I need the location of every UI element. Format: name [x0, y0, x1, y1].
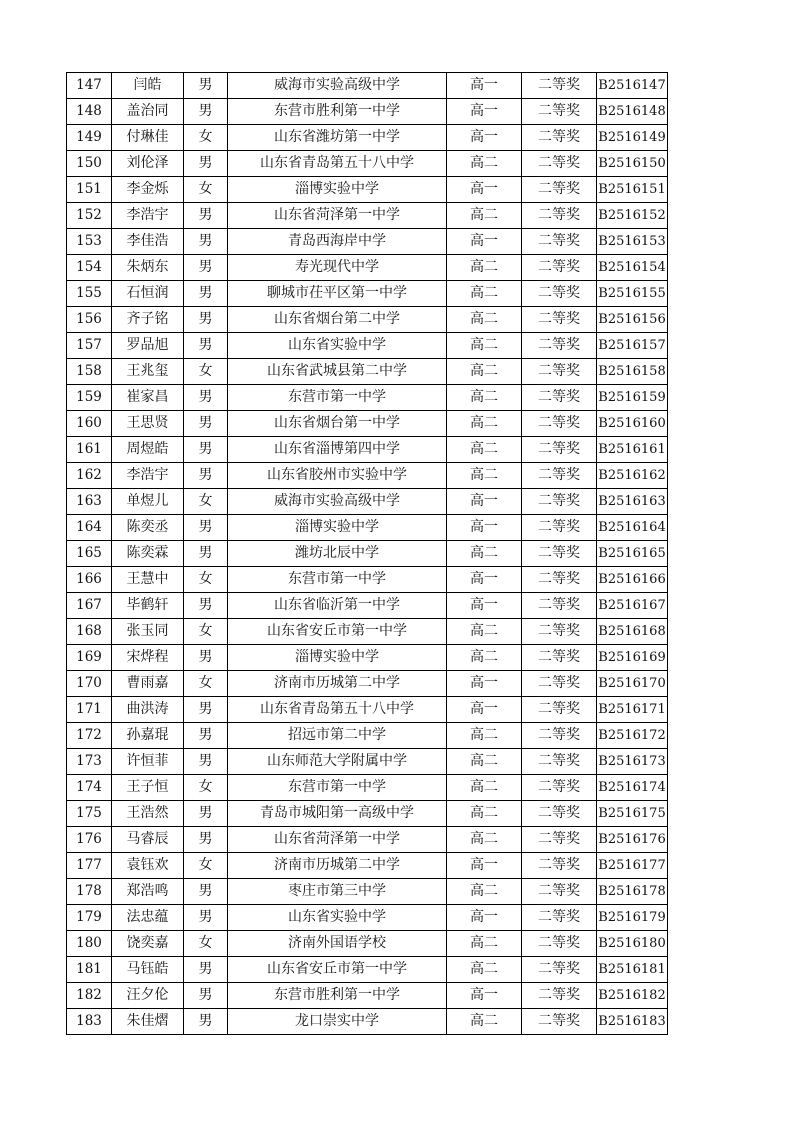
grade-level: 高二 [447, 151, 522, 177]
row-number: 155 [67, 281, 112, 307]
school-name: 淄博实验中学 [228, 515, 447, 541]
school-name: 东营市第一中学 [228, 385, 447, 411]
certificate-code: B2516159 [597, 385, 668, 411]
row-number: 164 [67, 515, 112, 541]
grade-level: 高二 [447, 775, 522, 801]
school-name: 山东省菏泽第一中学 [228, 203, 447, 229]
award-level: 二等奖 [522, 385, 597, 411]
student-name: 王思贤 [112, 411, 184, 437]
award-level: 二等奖 [522, 255, 597, 281]
certificate-code: B2516152 [597, 203, 668, 229]
school-name: 枣庄市第三中学 [228, 879, 447, 905]
row-number: 167 [67, 593, 112, 619]
award-level: 二等奖 [522, 307, 597, 333]
award-level: 二等奖 [522, 749, 597, 775]
table-row [67, 255, 668, 281]
student-gender: 女 [184, 671, 228, 697]
award-level: 二等奖 [522, 541, 597, 567]
certificate-code: B2516160 [597, 411, 668, 437]
grade-level: 高二 [447, 957, 522, 983]
row-number: 168 [67, 619, 112, 645]
certificate-code: B2516179 [597, 905, 668, 931]
student-gender: 男 [184, 801, 228, 827]
school-name: 济南市历城第二中学 [228, 671, 447, 697]
student-gender: 女 [184, 177, 228, 203]
row-number: 166 [67, 567, 112, 593]
award-level: 二等奖 [522, 333, 597, 359]
row-number: 147 [67, 73, 112, 99]
certificate-code: B2516149 [597, 125, 668, 151]
award-level: 二等奖 [522, 99, 597, 125]
certificate-code: B2516168 [597, 619, 668, 645]
student-name: 齐子铭 [112, 307, 184, 333]
award-level: 二等奖 [522, 463, 597, 489]
certificate-code: B2516157 [597, 333, 668, 359]
certificate-code: B2516171 [597, 697, 668, 723]
row-number: 153 [67, 229, 112, 255]
row-number: 162 [67, 463, 112, 489]
student-name: 法忠蕴 [112, 905, 184, 931]
student-gender: 男 [184, 983, 228, 1009]
table-row [67, 723, 668, 749]
row-number: 180 [67, 931, 112, 957]
student-name: 朱佳熠 [112, 1009, 184, 1035]
grade-level: 高一 [447, 905, 522, 931]
table-row [67, 281, 668, 307]
student-gender: 男 [184, 1009, 228, 1035]
student-name: 李金烁 [112, 177, 184, 203]
student-gender: 男 [184, 307, 228, 333]
award-level: 二等奖 [522, 671, 597, 697]
row-number: 177 [67, 853, 112, 879]
certificate-code: B2516161 [597, 437, 668, 463]
student-gender: 男 [184, 463, 228, 489]
school-name: 东营市第一中学 [228, 775, 447, 801]
student-name: 王慧中 [112, 567, 184, 593]
award-level: 二等奖 [522, 723, 597, 749]
school-name: 山东省临沂第一中学 [228, 593, 447, 619]
table-row [67, 151, 668, 177]
grade-level: 高一 [447, 99, 522, 125]
award-level: 二等奖 [522, 931, 597, 957]
row-number: 171 [67, 697, 112, 723]
table-body [67, 73, 668, 1035]
row-number: 179 [67, 905, 112, 931]
certificate-code: B2516166 [597, 567, 668, 593]
student-gender: 男 [184, 385, 228, 411]
award-level: 二等奖 [522, 177, 597, 203]
school-name: 山东省烟台第二中学 [228, 307, 447, 333]
grade-level: 高二 [447, 541, 522, 567]
award-level: 二等奖 [522, 203, 597, 229]
grade-level: 高二 [447, 931, 522, 957]
table-row [67, 541, 668, 567]
school-name: 山东省实验中学 [228, 905, 447, 931]
certificate-code: B2516180 [597, 931, 668, 957]
student-gender: 男 [184, 905, 228, 931]
award-level: 二等奖 [522, 957, 597, 983]
table-row [67, 437, 668, 463]
row-number: 183 [67, 1009, 112, 1035]
school-name: 济南市历城第二中学 [228, 853, 447, 879]
student-name: 付琳佳 [112, 125, 184, 151]
row-number: 169 [67, 645, 112, 671]
table-row [67, 879, 668, 905]
certificate-code: B2516172 [597, 723, 668, 749]
certificate-code: B2516155 [597, 281, 668, 307]
school-name: 淄博实验中学 [228, 645, 447, 671]
award-level: 二等奖 [522, 489, 597, 515]
row-number: 163 [67, 489, 112, 515]
table-row [67, 203, 668, 229]
student-gender: 男 [184, 99, 228, 125]
certificate-code: B2516163 [597, 489, 668, 515]
student-name: 饶奕嘉 [112, 931, 184, 957]
row-number: 151 [67, 177, 112, 203]
award-level: 二等奖 [522, 359, 597, 385]
grade-level: 高一 [447, 177, 522, 203]
student-name: 盖治同 [112, 99, 184, 125]
row-number: 172 [67, 723, 112, 749]
student-gender: 女 [184, 489, 228, 515]
school-name: 山东省青岛第五十八中学 [228, 697, 447, 723]
student-name: 宋烨程 [112, 645, 184, 671]
table-row [67, 177, 668, 203]
student-name: 李佳浩 [112, 229, 184, 255]
certificate-code: B2516156 [597, 307, 668, 333]
student-gender: 男 [184, 645, 228, 671]
student-name: 张玉同 [112, 619, 184, 645]
award-level: 二等奖 [522, 229, 597, 255]
table-row [67, 775, 668, 801]
student-name: 罗品旭 [112, 333, 184, 359]
award-level: 二等奖 [522, 515, 597, 541]
grade-level: 高一 [447, 125, 522, 151]
school-name: 山东省烟台第一中学 [228, 411, 447, 437]
school-name: 山东省安丘市第一中学 [228, 957, 447, 983]
row-number: 178 [67, 879, 112, 905]
award-level: 二等奖 [522, 619, 597, 645]
student-gender: 女 [184, 775, 228, 801]
award-level: 二等奖 [522, 73, 597, 99]
grade-level: 高一 [447, 489, 522, 515]
table-row [67, 333, 668, 359]
school-name: 寿光现代中学 [228, 255, 447, 281]
table-row [67, 905, 668, 931]
certificate-code: B2516169 [597, 645, 668, 671]
student-gender: 女 [184, 619, 228, 645]
student-gender: 男 [184, 437, 228, 463]
school-name: 东营市第一中学 [228, 567, 447, 593]
certificate-code: B2516167 [597, 593, 668, 619]
certificate-code: B2516176 [597, 827, 668, 853]
grade-level: 高一 [447, 983, 522, 1009]
student-name: 王兆玺 [112, 359, 184, 385]
award-level: 二等奖 [522, 645, 597, 671]
table-row [67, 125, 668, 151]
student-gender: 男 [184, 151, 228, 177]
award-level: 二等奖 [522, 593, 597, 619]
table-row [67, 489, 668, 515]
student-name: 汪夕伦 [112, 983, 184, 1009]
certificate-code: B2516165 [597, 541, 668, 567]
certificate-code: B2516154 [597, 255, 668, 281]
row-number: 170 [67, 671, 112, 697]
student-name: 孙嘉琨 [112, 723, 184, 749]
grade-level: 高一 [447, 853, 522, 879]
student-name: 李浩宇 [112, 463, 184, 489]
student-gender: 男 [184, 229, 228, 255]
grade-level: 高二 [447, 333, 522, 359]
award-table [66, 72, 668, 1035]
award-level: 二等奖 [522, 411, 597, 437]
school-name: 聊城市茌平区第一中学 [228, 281, 447, 307]
school-name: 青岛市城阳第一高级中学 [228, 801, 447, 827]
grade-level: 高二 [447, 1009, 522, 1035]
grade-level: 高一 [447, 73, 522, 99]
row-number: 152 [67, 203, 112, 229]
row-number: 158 [67, 359, 112, 385]
grade-level: 高一 [447, 515, 522, 541]
student-name: 马睿辰 [112, 827, 184, 853]
award-level: 二等奖 [522, 905, 597, 931]
grade-level: 高二 [447, 645, 522, 671]
student-gender: 男 [184, 541, 228, 567]
award-level: 二等奖 [522, 801, 597, 827]
school-name: 东营市胜利第一中学 [228, 983, 447, 1009]
student-gender: 男 [184, 281, 228, 307]
student-gender: 女 [184, 359, 228, 385]
table-row [67, 827, 668, 853]
table-row [67, 853, 668, 879]
student-gender: 男 [184, 697, 228, 723]
grade-level: 高二 [447, 437, 522, 463]
school-name: 招远市第二中学 [228, 723, 447, 749]
award-level: 二等奖 [522, 437, 597, 463]
row-number: 174 [67, 775, 112, 801]
student-gender: 男 [184, 723, 228, 749]
grade-level: 高一 [447, 671, 522, 697]
student-gender: 男 [184, 73, 228, 99]
table-row [67, 593, 668, 619]
table-row [67, 801, 668, 827]
student-name: 闫皓 [112, 73, 184, 99]
certificate-code: B2516170 [597, 671, 668, 697]
row-number: 150 [67, 151, 112, 177]
row-number: 160 [67, 411, 112, 437]
student-name: 周煜皓 [112, 437, 184, 463]
school-name: 潍坊北辰中学 [228, 541, 447, 567]
row-number: 175 [67, 801, 112, 827]
grade-level: 高二 [447, 827, 522, 853]
grade-level: 高二 [447, 801, 522, 827]
student-gender: 女 [184, 931, 228, 957]
table-row [67, 515, 668, 541]
school-name: 威海市实验高级中学 [228, 73, 447, 99]
student-gender: 男 [184, 827, 228, 853]
row-number: 165 [67, 541, 112, 567]
grade-level: 高二 [447, 385, 522, 411]
grade-level: 高二 [447, 879, 522, 905]
certificate-code: B2516148 [597, 99, 668, 125]
student-name: 王浩然 [112, 801, 184, 827]
student-name: 曲洪涛 [112, 697, 184, 723]
certificate-code: B2516153 [597, 229, 668, 255]
grade-level: 高二 [447, 463, 522, 489]
certificate-code: B2516173 [597, 749, 668, 775]
student-gender: 男 [184, 515, 228, 541]
award-level: 二等奖 [522, 125, 597, 151]
certificate-code: B2516177 [597, 853, 668, 879]
table-row [67, 749, 668, 775]
school-name: 山东省胶州市实验中学 [228, 463, 447, 489]
table-row [67, 385, 668, 411]
table-row [67, 957, 668, 983]
table-row [67, 359, 668, 385]
table-row [67, 697, 668, 723]
row-number: 149 [67, 125, 112, 151]
table-row [67, 645, 668, 671]
school-name: 山东师范大学附属中学 [228, 749, 447, 775]
school-name: 山东省安丘市第一中学 [228, 619, 447, 645]
student-gender: 女 [184, 125, 228, 151]
grade-level: 高二 [447, 359, 522, 385]
certificate-code: B2516178 [597, 879, 668, 905]
row-number: 156 [67, 307, 112, 333]
student-gender: 男 [184, 957, 228, 983]
student-name: 毕鹤轩 [112, 593, 184, 619]
row-number: 182 [67, 983, 112, 1009]
award-level: 二等奖 [522, 281, 597, 307]
school-name: 山东省菏泽第一中学 [228, 827, 447, 853]
student-name: 曹雨嘉 [112, 671, 184, 697]
student-name: 单煜儿 [112, 489, 184, 515]
school-name: 山东省武城县第二中学 [228, 359, 447, 385]
award-level: 二等奖 [522, 775, 597, 801]
student-gender: 男 [184, 203, 228, 229]
certificate-code: B2516150 [597, 151, 668, 177]
grade-level: 高二 [447, 723, 522, 749]
certificate-code: B2516181 [597, 957, 668, 983]
certificate-code: B2516182 [597, 983, 668, 1009]
student-gender: 男 [184, 749, 228, 775]
table-row [67, 983, 668, 1009]
award-level: 二等奖 [522, 827, 597, 853]
student-name: 袁钰欢 [112, 853, 184, 879]
certificate-code: B2516151 [597, 177, 668, 203]
grade-level: 高一 [447, 229, 522, 255]
school-name: 威海市实验高级中学 [228, 489, 447, 515]
student-name: 石恒润 [112, 281, 184, 307]
table-row [67, 1009, 668, 1035]
certificate-code: B2516164 [597, 515, 668, 541]
school-name: 山东省淄博第四中学 [228, 437, 447, 463]
student-gender: 男 [184, 255, 228, 281]
student-name: 王子恒 [112, 775, 184, 801]
table-row [67, 931, 668, 957]
row-number: 181 [67, 957, 112, 983]
award-level: 二等奖 [522, 697, 597, 723]
school-name: 山东省青岛第五十八中学 [228, 151, 447, 177]
student-gender: 女 [184, 567, 228, 593]
grade-level: 高二 [447, 307, 522, 333]
row-number: 159 [67, 385, 112, 411]
table-row [67, 99, 668, 125]
certificate-code: B2516158 [597, 359, 668, 385]
row-number: 154 [67, 255, 112, 281]
school-name: 淄博实验中学 [228, 177, 447, 203]
student-gender: 男 [184, 411, 228, 437]
school-name: 济南外国语学校 [228, 931, 447, 957]
student-name: 朱炳东 [112, 255, 184, 281]
table-row [67, 671, 668, 697]
row-number: 161 [67, 437, 112, 463]
grade-level: 高一 [447, 567, 522, 593]
row-number: 148 [67, 99, 112, 125]
table-row [67, 411, 668, 437]
award-level: 二等奖 [522, 983, 597, 1009]
student-gender: 男 [184, 333, 228, 359]
grade-level: 高二 [447, 619, 522, 645]
grade-level: 高一 [447, 697, 522, 723]
award-level: 二等奖 [522, 879, 597, 905]
table-row [67, 307, 668, 333]
certificate-code: B2516147 [597, 73, 668, 99]
table-row [67, 567, 668, 593]
grade-level: 高二 [447, 749, 522, 775]
row-number: 157 [67, 333, 112, 359]
row-number: 176 [67, 827, 112, 853]
grade-level: 高二 [447, 203, 522, 229]
table-row [67, 229, 668, 255]
school-name: 龙口崇实中学 [228, 1009, 447, 1035]
grade-level: 高二 [447, 255, 522, 281]
award-level: 二等奖 [522, 853, 597, 879]
student-gender: 男 [184, 879, 228, 905]
award-level: 二等奖 [522, 151, 597, 177]
certificate-code: B2516162 [597, 463, 668, 489]
student-name: 李浩宇 [112, 203, 184, 229]
student-name: 郑浩鸣 [112, 879, 184, 905]
award-level: 二等奖 [522, 567, 597, 593]
school-name: 山东省实验中学 [228, 333, 447, 359]
certificate-code: B2516175 [597, 801, 668, 827]
grade-level: 高二 [447, 411, 522, 437]
school-name: 青岛西海岸中学 [228, 229, 447, 255]
table-row [67, 463, 668, 489]
table-row [67, 619, 668, 645]
student-gender: 女 [184, 853, 228, 879]
row-number: 173 [67, 749, 112, 775]
student-name: 刘伦泽 [112, 151, 184, 177]
school-name: 山东省潍坊第一中学 [228, 125, 447, 151]
student-gender: 男 [184, 593, 228, 619]
table-row [67, 73, 668, 99]
student-name: 陈奕霖 [112, 541, 184, 567]
student-name: 崔家昌 [112, 385, 184, 411]
student-name: 陈奕丞 [112, 515, 184, 541]
certificate-code: B2516183 [597, 1009, 668, 1035]
grade-level: 高一 [447, 593, 522, 619]
student-name: 马钰皓 [112, 957, 184, 983]
school-name: 东营市胜利第一中学 [228, 99, 447, 125]
student-name: 许恒菲 [112, 749, 184, 775]
award-level: 二等奖 [522, 1009, 597, 1035]
grade-level: 高二 [447, 281, 522, 307]
certificate-code: B2516174 [597, 775, 668, 801]
